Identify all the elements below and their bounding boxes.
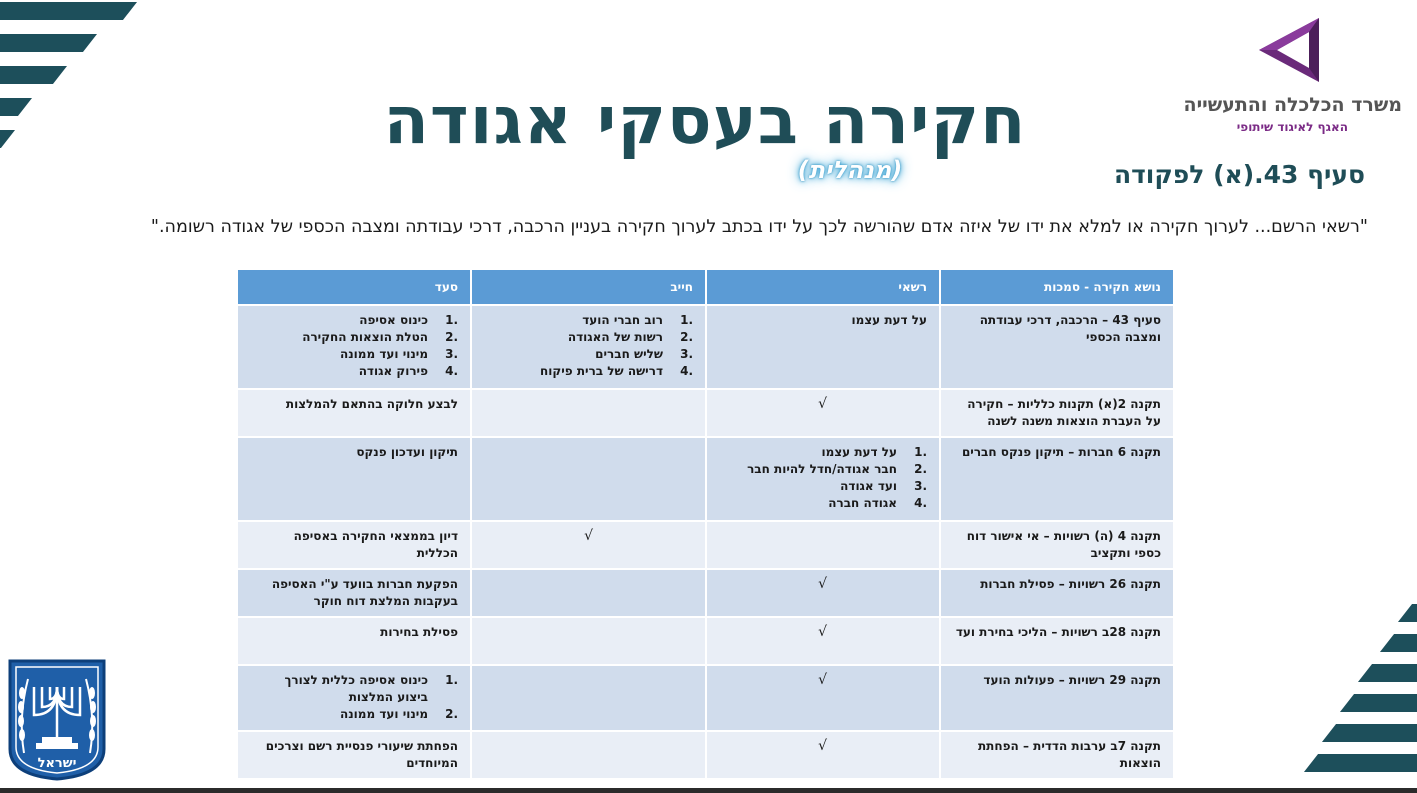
list-item: .1 כינוס אסיפה	[359, 313, 458, 327]
table-row	[237, 389, 1174, 437]
cell-must	[471, 731, 706, 779]
check-mark-icon: √	[818, 672, 827, 688]
list-item: .2 חבר אגודה/חדל להיות חבר	[747, 462, 927, 476]
cell-remedy	[237, 305, 471, 389]
cell-must	[471, 305, 706, 389]
ministry-name: משרד הכלכלה והתעשייה	[1183, 94, 1402, 116]
cell-remedy: הפקעת חברות בוועד ע"י האסיפה בעקבות המלצת דוח חוקר	[237, 569, 471, 617]
cell-must	[471, 665, 706, 731]
cell-must	[471, 437, 706, 521]
cell-may	[706, 617, 940, 665]
list-item: .3 ועד אגודה	[840, 479, 927, 493]
header-must: חייב	[471, 269, 706, 305]
list-item: .2 הטלת הוצאות החקירה	[302, 330, 458, 344]
section-heading: סעיף 43.(א) לפקודה	[1113, 160, 1365, 189]
state-emblem-icon	[6, 657, 108, 781]
cell-must	[471, 617, 706, 665]
cell-topic: תקנה 4 (ה) רשויות – אי אישור דוח כספי ותקציב	[940, 521, 1174, 569]
authority-table	[236, 268, 1175, 780]
table-row	[237, 521, 1174, 569]
cell-topic: תקנה 2(א) תקנות כלליות – חקירה על העברת הוצאות משנה לשנה	[940, 389, 1174, 437]
header-remedy: סעד	[237, 269, 471, 305]
quote-text: "רשאי הרשם... לערוך חקירה או למלא את ידו של איזה אדם שהורשה לכך על ידו בכתב לערוך חקירה בעניין הרכבה, דרכי עבודתה ומצבה הכספי של אגודה רשומה."	[150, 217, 1368, 237]
check-mark-icon: √	[818, 624, 827, 640]
cell-remedy: הפחתת שיעורי פנסיית רשם וצרכים המיוחדים	[237, 731, 471, 779]
cell-topic: סעיף 43 – הרכבה, דרכי עבודתה ומצבה הכספי	[940, 305, 1174, 389]
cell-topic: תקנה 28ב רשויות – הליכי בחירת ועד	[940, 617, 1174, 665]
header-topic: נושא חקירה - סמכות	[940, 269, 1174, 305]
cell-remedy: דיון בממצאי החקירה באסיפה הכללית	[237, 521, 471, 569]
header-may: רשאי	[706, 269, 940, 305]
cell-topic: תקנה 7ב ערבות הדדית – הפחתת הוצאות	[940, 731, 1174, 779]
cell-topic: תקנה 29 רשויות – פעולות הועד	[940, 665, 1174, 731]
cell-may	[706, 521, 940, 569]
table-row	[237, 617, 1174, 665]
cell-remedy: תיקון ועדכון פנקס	[237, 437, 471, 521]
list-item: .1 רוב חברי הועד	[582, 313, 693, 327]
investigation-table	[236, 268, 1173, 778]
ministry-subtitle: האגף לאיגוד שיתופי	[1236, 120, 1348, 134]
table-row	[237, 569, 1174, 617]
cell-may	[706, 569, 940, 617]
check-mark-icon: √	[584, 528, 593, 544]
subtitle-tag: (מנהלית)	[797, 156, 903, 184]
list-item: .4 דרישה של ברית פיקוח	[540, 364, 693, 378]
decorative-stripes-top-left	[0, 0, 150, 215]
cell-may	[706, 389, 940, 437]
check-mark-icon: √	[818, 576, 827, 592]
list-item: .3 שליש חברים	[595, 347, 693, 361]
table-row	[237, 665, 1174, 731]
list-item: .2 רשות של האגודה	[567, 330, 693, 344]
cell-remedy	[237, 665, 471, 731]
cell-may	[706, 665, 940, 731]
cell-may	[706, 437, 940, 521]
cell-remedy: לבצע חלוקה בהתאם להמלצות	[237, 389, 471, 437]
list-item: .1 על דעת עצמו	[821, 445, 927, 459]
cell-must	[471, 569, 706, 617]
page-title: חקירה בעסקי אגודה	[383, 82, 1027, 159]
cell-topic: תקנה 6 חברות – תיקון פנקס חברים	[940, 437, 1174, 521]
emblem-text: ישראל	[37, 756, 77, 771]
bottom-border	[0, 788, 1417, 793]
check-mark-icon: √	[818, 396, 827, 412]
cell-topic: תקנה 26 רשויות – פסילת חברות	[940, 569, 1174, 617]
cell-must	[471, 389, 706, 437]
cell-must	[471, 521, 706, 569]
decorative-stripes-bottom-right	[1295, 600, 1417, 788]
list-item: .2 מינוי ועד ממונה	[340, 707, 458, 721]
ministry-triangle-icon	[1253, 14, 1325, 86]
list-item: .4 פירוק אגודה	[358, 364, 458, 378]
ministry-logo	[1150, 14, 1410, 139]
list-item: .4 אגודה חברה	[828, 496, 927, 510]
table-header-row	[237, 269, 1174, 305]
list-item: .1 כינוס אסיפה כללית לצורך ביצוע המלצות	[284, 673, 458, 704]
cell-remedy: פסילת בחירות	[237, 617, 471, 665]
table-row	[237, 437, 1174, 521]
cell-may	[706, 731, 940, 779]
table-row	[237, 731, 1174, 779]
cell-may: על דעת עצמו	[706, 305, 940, 389]
table-row	[237, 305, 1174, 389]
check-mark-icon: √	[818, 738, 827, 754]
list-item: .3 מינוי ועד ממונה	[340, 347, 458, 361]
